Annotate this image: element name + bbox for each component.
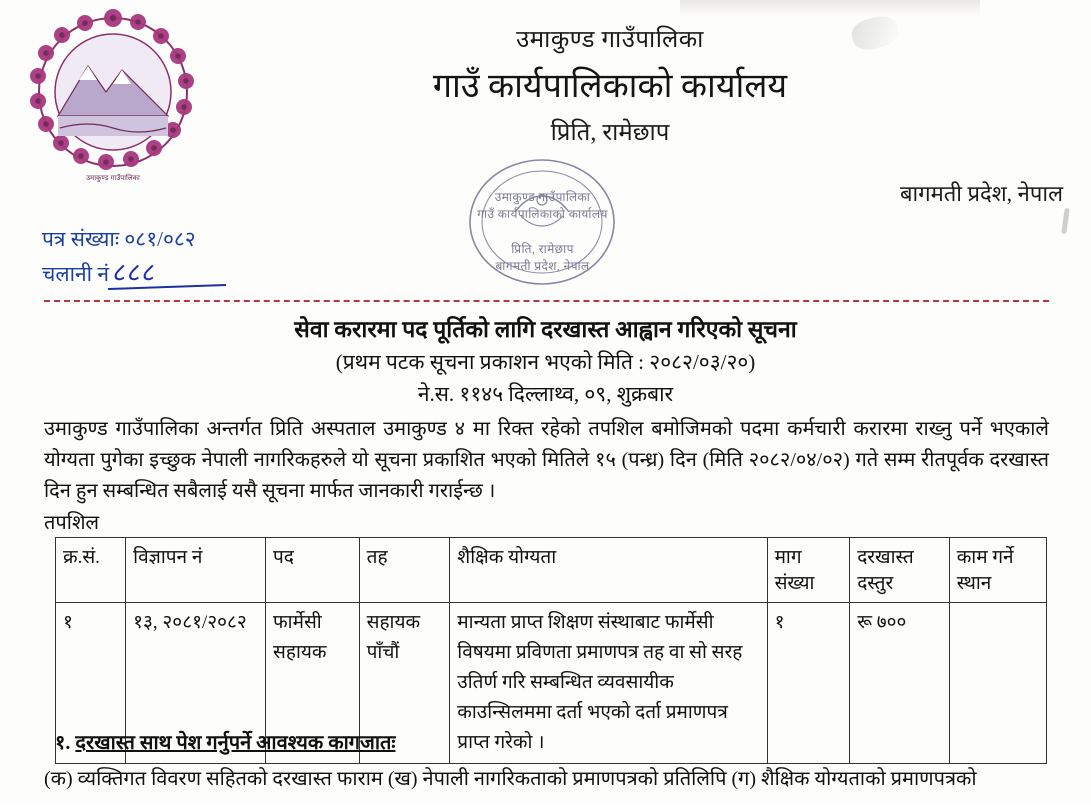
table-header-post: पद	[266, 538, 360, 603]
scan-edge-artifact	[680, 0, 980, 16]
notice-publication-date: (प्रथम पटक सूचना प्रकाशन भएको मिति : २०८२/०३/२०)	[335, 350, 756, 374]
cell-level: सहायक पाँचौं	[359, 603, 450, 764]
cell-fee: रू ७००	[850, 603, 950, 764]
patra-sankhya-label: पत्र संख्याः	[42, 227, 120, 251]
cell-post: फार्मेसी सहायक	[266, 603, 360, 764]
table-header-level: तह	[359, 538, 450, 603]
note-number: १.	[55, 732, 71, 754]
seal-line-4: बागमती प्रदेश, नेपाल	[495, 259, 590, 273]
seal-line-2: गाउँ कार्यपालिकाको कार्यालय	[477, 207, 608, 221]
patra-sankhya-row	[42, 222, 196, 256]
notice-title: सेवा करारमा पद पूर्तिको लागि दरखास्त आह्वान गरिएको सूचना	[294, 317, 797, 342]
cut-off-text-line	[44, 794, 1054, 806]
notice-body-paragraph: उमाकुण्ड गाउँपालिका अन्तर्गत प्रिति अस्पताल उमाकुण्ड ४ मा रिक्त रहेको तपशिल बमोजिमको पदमा कर्मचारी करारमा राख्नु पर्ने भएकाले योग्यता पुगेका इच्छुक नेपाली नागरिकहरुले यो सूचना प्रकाशित भएको मितिले १५ (पन्ध्र) दिन (मिति २०८२/०४/०२) गते सम्म रीतपूर्वक दरखास्त दिन हुन सम्बन्धित सबैलाई यसै सूचना मार्फत जानकारी गराईन्छ ।	[44, 418, 1049, 502]
table-header-demand-number: माग संख्या	[767, 538, 850, 603]
scan-speck-artifact	[1061, 208, 1070, 234]
organization-name: उमाकुण्ड गाउँपालिका	[516, 27, 704, 53]
table-header-serial: क्र.सं.	[56, 538, 126, 603]
table-header-row	[56, 538, 1047, 603]
official-seal-stamp	[455, 150, 630, 295]
cell-serial: १	[56, 603, 126, 764]
seal-line-3: प्रिति, रामेछाप	[511, 242, 574, 256]
chalani-value: ८८८	[111, 258, 159, 287]
required-documents-heading	[55, 728, 395, 755]
header-divider	[44, 300, 1049, 302]
cell-workplace	[949, 603, 1046, 764]
table-header-fee: दरखास्त दस्तुर	[850, 538, 950, 603]
required-documents-line: (क) व्यक्तिगत विवरण सहितको दरखास्त फाराम (ख) नेपाली नागरिकताको प्रमाणपत्रको प्रतिलिपि (ग) शैक्षिक योग्यताको प्रमाणपत्रको	[44, 768, 977, 790]
note-heading-text: दरखास्त साथ पेश गर्नुपर्ने आवश्यक कागजातः	[75, 732, 396, 754]
letterhead	[230, 22, 990, 148]
municipality-emblem	[18, 4, 208, 194]
table-header-advertisement: विज्ञापन नं	[126, 538, 266, 603]
patra-sankhya-value: ०८१/०८२	[124, 227, 196, 251]
table-header-qualification: शैक्षिक योग्यता	[450, 538, 767, 603]
cell-qualification: मान्यता प्राप्त शिक्षण संस्थाबाट फार्मेसी विषयमा प्रविणता प्रमाणपत्र तह वा सो सरह उतिर्ण गरि सम्बन्धित व्यवसायीक काउन्सिलममा दर्ता भएको दर्ता प्रमाणपत्र प्राप्त गरेको ।	[450, 603, 767, 764]
table-header-workplace: काम गर्ने स्थान	[949, 538, 1046, 603]
chalani-label: चलानी नं	[42, 262, 110, 286]
cell-advertisement: १३, २०८१/२०८२	[126, 603, 266, 764]
seal-line-1: उमाकुण्ड गाउँपालिका	[494, 190, 591, 204]
office-name: गाउँ कार्यपालिकाको कार्यालय	[432, 68, 788, 105]
office-address: प्रिति, रामेछाप	[550, 120, 670, 146]
cell-demand-number: १	[767, 603, 850, 764]
tapasil-label: तपशिल	[44, 512, 100, 534]
notice-nepal-sambat-date: ने.स. ११४५ दिल्लाथ्व, ०९, शुक्रबार	[417, 382, 674, 406]
svg-text:उमाकुण्ड गाउँपालिका: उमाकुण्ड गाउँपालिका	[86, 174, 140, 182]
letter-reference-block	[42, 222, 196, 291]
province-name: बागमती प्रदेश, नेपाल	[899, 181, 1063, 206]
